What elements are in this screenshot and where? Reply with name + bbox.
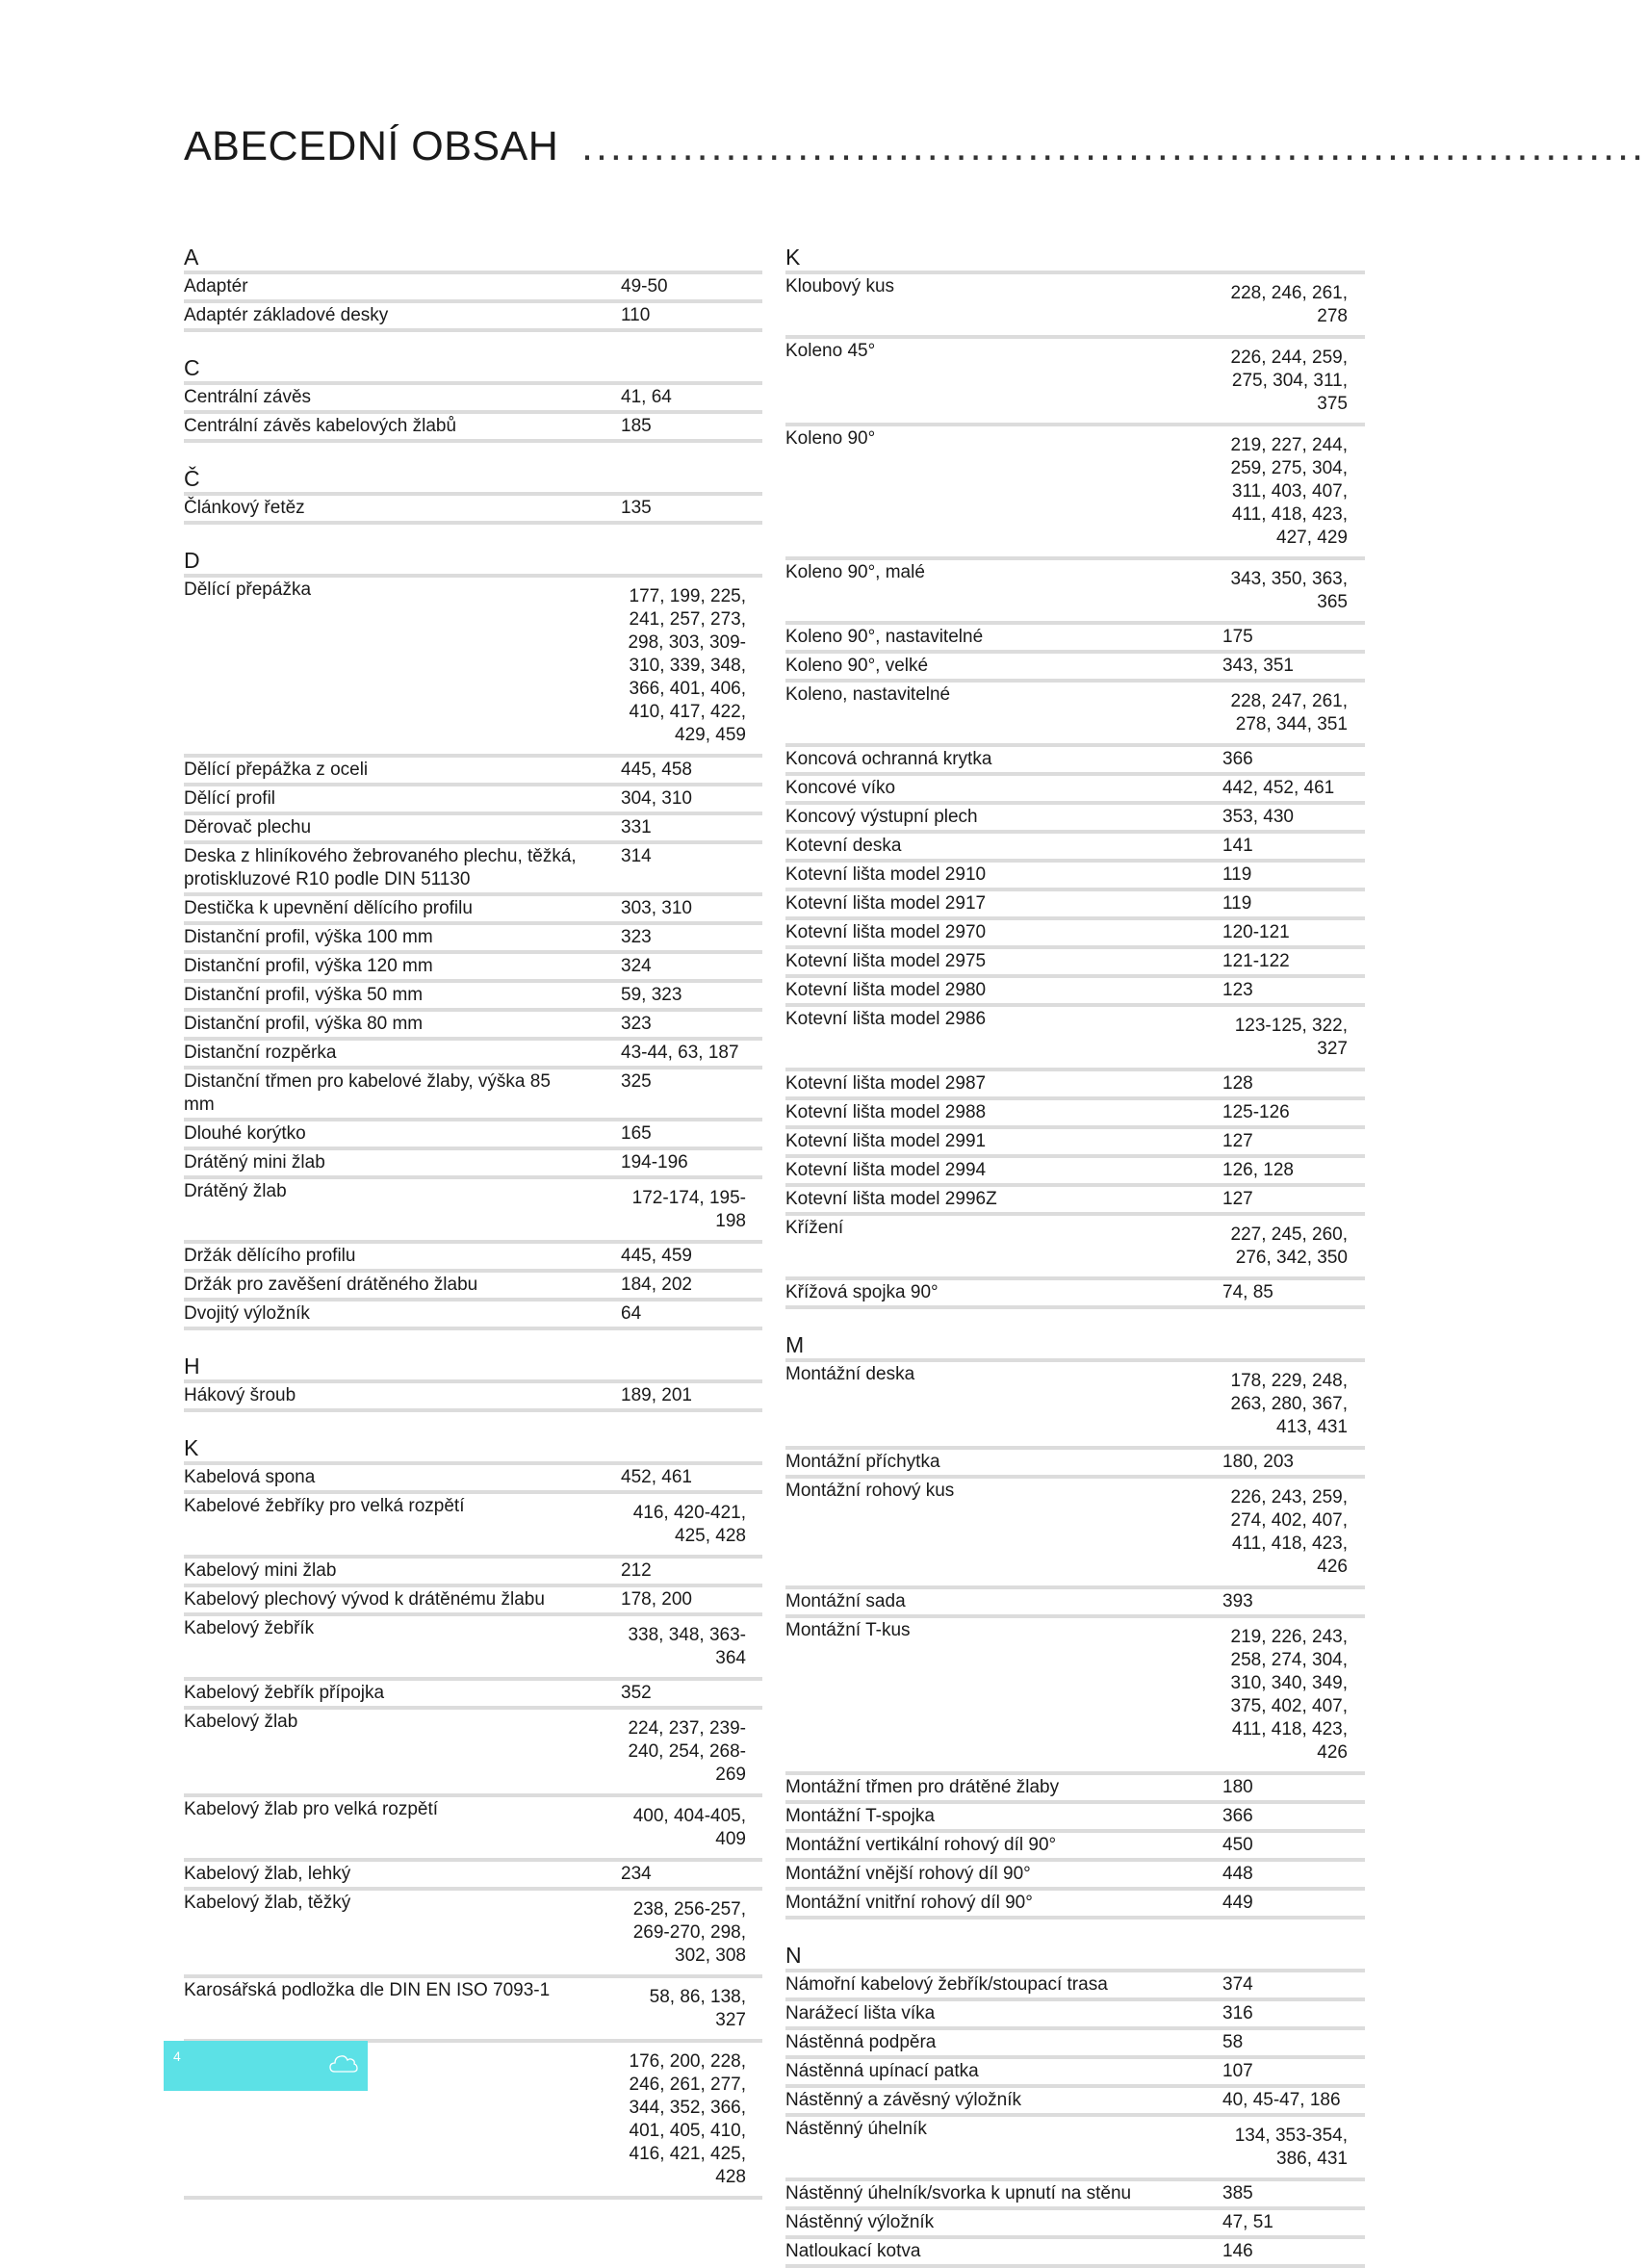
entry-term: Námořní kabelový žebřík/stoupací trasa [785, 1974, 1108, 1995]
index-entry [184, 1559, 762, 1587]
entry-term: Nástěnná upínací patka [785, 2061, 979, 2081]
index-entry [184, 1012, 762, 1041]
entry-pages: 189, 201 [621, 1385, 692, 1405]
index-entry [184, 1383, 762, 1412]
index-entry [184, 1587, 762, 1616]
entry-pages: 184, 202 [621, 1275, 692, 1295]
entry-pages: 41, 64 [621, 387, 672, 407]
index-entry [785, 1187, 1365, 1216]
index-entry [785, 1158, 1365, 1187]
index-entry [785, 1891, 1365, 1920]
entry-pages: 450 [1222, 1835, 1253, 1855]
entry-term: Kotevní lišta model 2975 [785, 951, 987, 971]
entry-term: Natloukací kotva [785, 2241, 921, 2261]
entry-term: Drátěný mini žlab [184, 1152, 325, 1173]
entry-pages: 40, 45-47, 186 [1222, 2090, 1341, 2110]
index-entry [184, 1681, 762, 1710]
index-entry [184, 1121, 762, 1150]
entry-pages: 343, 351 [1222, 656, 1294, 676]
entry-pages: 212 [621, 1560, 652, 1581]
entry-pages: 110 [621, 305, 651, 325]
index-entry [184, 1302, 762, 1330]
index-entry [785, 1479, 1365, 1589]
entry-pages: 185 [621, 416, 652, 436]
index-entry [785, 339, 1365, 426]
index-entry [785, 2088, 1365, 2117]
index-entry [785, 1007, 1365, 1071]
entry-term: Montážní T-kus [785, 1620, 911, 1640]
entry-term: Montážní příchytka [785, 1452, 940, 1472]
entry-pages: 134, 353-354, 386, 431 [1234, 2126, 1348, 2169]
entry-pages: 74, 85 [1222, 1282, 1273, 1302]
entry-term: Kotevní lišta model 2986 [785, 1009, 987, 1029]
entry-term: Kloubový kus [785, 276, 895, 296]
index-entry [785, 1280, 1365, 1309]
entry-term: Kotevní lišta model 2970 [785, 922, 987, 942]
entry-term: Drátěný žlab [184, 1181, 287, 1201]
index-column-left [184, 245, 762, 2200]
entry-pages: 303, 310 [621, 898, 692, 918]
index-entry [184, 925, 762, 954]
entry-pages: 324 [621, 956, 652, 976]
entry-term: Kabelový žebřík přípojka [184, 1683, 385, 1703]
entry-term: Distanční profil, výška 120 mm [184, 956, 433, 976]
entry-pages: 445, 458 [621, 760, 692, 780]
entry-term: Kabelová spona [184, 1467, 316, 1487]
entry-pages: 172-174, 195- 198 [631, 1188, 746, 1231]
entry-pages: 64 [621, 1303, 642, 1324]
entry-term: Nástěnný úhelník/svorka k upnutí na stěnu [785, 2183, 1132, 2204]
entry-pages: 343, 350, 363, 365 [1230, 569, 1348, 612]
index-section [184, 245, 762, 332]
entry-term: Montážní deska [785, 1364, 915, 1384]
index-entry [785, 1362, 1365, 1450]
index-entry [785, 1589, 1365, 1618]
entry-term: Křížení [785, 1218, 844, 1238]
index-entry [184, 1041, 762, 1070]
entry-pages: 325 [621, 1071, 652, 1092]
entry-term: Montážní vertikální rohový díl 90° [785, 1835, 1057, 1855]
section-letter: Č [184, 466, 762, 496]
entry-pages: 338, 348, 363- 364 [628, 1625, 746, 1668]
index-entry [184, 954, 762, 983]
entry-pages: 416, 420-421, 425, 428 [632, 1503, 746, 1546]
entry-pages: 219, 226, 243, 258, 274, 304, 310, 340, 349, 375, 402, 407, 411, 418, 423, 426 [1230, 1627, 1348, 1763]
index-entry [785, 1216, 1365, 1280]
entry-pages: 448 [1222, 1864, 1253, 1884]
entry-pages: 121-122 [1222, 951, 1290, 971]
page-number: 4 [173, 2049, 181, 2064]
title-dot-leader: .......................................................................... [581, 123, 1646, 169]
entry-pages: 175 [1222, 627, 1253, 647]
entry-term: Článkový řetěz [184, 498, 305, 518]
index-entry [184, 496, 762, 525]
index-column-right [785, 245, 1365, 2268]
entry-pages: 234 [621, 1864, 652, 1884]
entry-term: Nástěnná podpěra [785, 2032, 937, 2052]
entry-pages: 128 [1222, 1073, 1253, 1094]
entry-pages: 177, 199, 225, 241, 257, 273, 298, 303, 309- 310, 339, 348, 366, 401, 406, 410, 417, 422, 429, 459 [628, 586, 746, 745]
index-entry [785, 1129, 1365, 1158]
index-entry [184, 1978, 762, 2043]
entry-pages: 165 [621, 1123, 652, 1144]
index-entry [184, 983, 762, 1012]
index-entry [184, 1179, 762, 1244]
entry-pages: 180, 203 [1222, 1452, 1294, 1472]
entry-pages: 224, 237, 239- 240, 254, 268- 269 [628, 1718, 746, 1785]
index-entry [785, 1775, 1365, 1804]
entry-term: Distanční rozpěrka [184, 1043, 337, 1063]
entry-term: Koleno 90°, nastavitelné [785, 627, 984, 647]
index-section [184, 466, 762, 525]
index-entry [785, 978, 1365, 1007]
index-entry [184, 1862, 762, 1891]
index-section [184, 1353, 762, 1412]
index-entry [785, 274, 1365, 339]
entry-term: Centrální závěs [184, 387, 312, 407]
entry-term: Kabelový žebřík [184, 1618, 315, 1638]
entry-term: Montážní třmen pro drátěné žlaby [785, 1777, 1060, 1797]
entry-term: Karosářská podložka dle DIN EN ISO 7093-1 [184, 1980, 551, 2000]
index-entry [785, 805, 1365, 834]
entry-term: Nástěnný úhelník [785, 2119, 927, 2139]
index-entry [785, 834, 1365, 863]
entry-term: Narážecí lišta víka [785, 2003, 936, 2023]
index-entry [785, 2001, 1365, 2030]
entry-pages: 58 [1222, 2032, 1244, 2052]
section-letter: M [785, 1332, 1365, 1362]
entry-term: Montážní sada [785, 1591, 906, 1611]
index-entry [785, 2030, 1365, 2059]
index-entry [785, 920, 1365, 949]
index-entry [785, 2181, 1365, 2210]
index-entry [184, 1070, 762, 1121]
entry-term: Kabelový žlab, těžký [184, 1893, 351, 1913]
entry-pages: 59, 323 [621, 985, 682, 1005]
index-entry [785, 1618, 1365, 1775]
index-section [785, 245, 1365, 1309]
entry-term: Adaptér základové desky [184, 305, 389, 325]
entry-term: Koncové víko [785, 778, 896, 798]
index-entry [785, 2059, 1365, 2088]
index-entry [785, 1071, 1365, 1100]
entry-pages: 219, 227, 244, 259, 275, 304, 311, 403, 407, 411, 418, 423, 427, 429 [1230, 435, 1348, 548]
index-entry [184, 1797, 762, 1862]
entry-term: Nástěnný a závěsný výložník [785, 2090, 1022, 2110]
entry-term: Dělící přepážka z oceli [184, 760, 369, 780]
section-letter: K [184, 1435, 762, 1465]
index-entry [785, 1804, 1365, 1833]
entry-term: Kotevní lišta model 2994 [785, 1160, 987, 1180]
index-entry [184, 1244, 762, 1273]
entry-pages: 180 [1222, 1777, 1253, 1797]
entry-term: Adaptér [184, 276, 248, 296]
entry-term: Distanční profil, výška 50 mm [184, 985, 424, 1005]
index-entry [785, 776, 1365, 805]
entry-term: Děrovač plechu [184, 817, 312, 838]
entry-pages: 400, 404-405, 409 [632, 1806, 746, 1849]
entry-pages: 141 [1222, 836, 1253, 856]
entry-term: Distanční profil, výška 80 mm [184, 1014, 424, 1034]
index-entry [785, 426, 1365, 560]
entry-pages: 119 [1222, 893, 1252, 914]
entry-pages: 238, 256-257, 269-270, 298, 302, 308 [632, 1899, 746, 1966]
entry-pages: 123 [1222, 980, 1253, 1000]
entry-pages: 58, 86, 138, 327 [649, 1987, 746, 2030]
entry-term: Kabelový plechový vývod k drátěnému žlabu [184, 1589, 545, 1610]
entry-pages: 127 [1222, 1131, 1253, 1151]
index-section [184, 355, 762, 443]
entry-pages: 445, 459 [621, 1246, 692, 1266]
entry-pages: 120-121 [1222, 922, 1290, 942]
entry-pages: 449 [1222, 1893, 1253, 1913]
entry-term: Dlouhé korýtko [184, 1123, 306, 1144]
index-entry [184, 896, 762, 925]
index-entry [184, 1710, 762, 1797]
index-entry [184, 1494, 762, 1559]
section-letter: H [184, 1353, 762, 1383]
entry-term: Nástěnný výložník [785, 2212, 935, 2232]
footer-bar [164, 2041, 368, 2091]
index-entry [184, 1616, 762, 1681]
entry-term: Montážní T-spojka [785, 1806, 935, 1826]
entry-pages: 374 [1222, 1974, 1253, 1995]
entry-pages: 126, 128 [1222, 1160, 1294, 1180]
entry-term: Distanční třmen pro kabelové žlaby, výška 85 mm [184, 1071, 551, 1115]
index-entry [785, 1833, 1365, 1862]
entry-pages: 49-50 [621, 276, 668, 296]
entry-pages: 323 [621, 1014, 652, 1034]
cloud-icon [329, 2052, 358, 2075]
index-entry [184, 1465, 762, 1494]
index-entry [184, 1891, 762, 1978]
entry-pages: 178, 229, 248, 263, 280, 367, 413, 431 [1230, 1371, 1348, 1437]
entry-term: Kabelové žebříky pro velká rozpětí [184, 1496, 465, 1516]
index-entry [184, 786, 762, 815]
entry-pages: 127 [1222, 1189, 1253, 1209]
entry-term: Kabelový žlab, lehký [184, 1864, 351, 1884]
entry-pages: 135 [621, 498, 652, 518]
entry-pages: 442, 452, 461 [1222, 778, 1335, 798]
entry-term: Držák dělícího profilu [184, 1246, 356, 1266]
entry-term: Koncová ochranná krytka [785, 749, 992, 769]
index-entry [785, 1100, 1365, 1129]
index-entry [785, 949, 1365, 978]
section-letter: K [785, 245, 1365, 274]
index-entry [184, 385, 762, 414]
index-section [785, 1943, 1365, 2268]
entry-term: Koleno 90°, malé [785, 562, 925, 582]
entry-term: Montážní vnější rohový díl 90° [785, 1864, 1031, 1884]
entry-pages: 353, 430 [1222, 807, 1294, 827]
entry-term: Montážní rohový kus [785, 1481, 955, 1501]
index-entry [184, 844, 762, 896]
entry-term: Koleno, nastavitelné [785, 684, 951, 705]
entry-pages: 366 [1222, 1806, 1253, 1826]
entry-pages: 176, 200, 228, 246, 261, 277, 344, 352, 366, 401, 405, 410, 416, 421, 425, 428 [629, 2051, 746, 2187]
entry-pages: 194-196 [621, 1152, 688, 1173]
entry-term: Kotevní lišta model 2917 [785, 893, 987, 914]
index-entry [184, 414, 762, 443]
index-entry [785, 560, 1365, 625]
index-entry [785, 863, 1365, 891]
entry-term: Držák pro zavěšení drátěného žlabu [184, 1275, 478, 1295]
entry-term: Kotevní lišta model 2996Z [785, 1189, 997, 1209]
entry-pages: 452, 461 [621, 1467, 692, 1487]
index-entry [785, 2210, 1365, 2239]
entry-term: Kabelový žlab pro velká rozpětí [184, 1799, 439, 1819]
entry-pages: 226, 244, 259, 275, 304, 311, 375 [1230, 348, 1348, 414]
entry-term: Dělící profil [184, 788, 276, 809]
entry-pages: 146 [1222, 2241, 1253, 2261]
entry-pages: 226, 243, 259, 274, 402, 407, 411, 418, 423, 426 [1230, 1487, 1348, 1577]
index-section [184, 548, 762, 1330]
entry-term: Dvojitý výložník [184, 1303, 310, 1324]
entry-pages: 107 [1222, 2061, 1253, 2081]
index-entry [785, 2239, 1365, 2268]
entry-pages: 393 [1222, 1591, 1253, 1611]
section-letter: A [184, 245, 762, 274]
entry-pages: 352 [621, 1683, 652, 1703]
entry-term: Kotevní lišta model 2991 [785, 1131, 987, 1151]
entry-term: Dělící přepážka [184, 580, 312, 600]
entry-pages: 385 [1222, 2183, 1253, 2204]
entry-term: Koleno 90° [785, 428, 876, 449]
page-title: ABECEDNÍ OBSAH [184, 123, 559, 169]
entry-term: Montážní vnitřní rohový díl 90° [785, 1893, 1033, 1913]
entry-term: Destička k upevnění dělícího profilu [184, 898, 473, 918]
entry-term: Hákový šroub [184, 1385, 296, 1405]
entry-term: Kotevní lišta model 2980 [785, 980, 987, 1000]
entry-pages: 119 [1222, 864, 1252, 885]
entry-pages: 304, 310 [621, 788, 692, 809]
entry-term: Deska z hliníkového žebrovaného plechu, těžká, protiskluzové R10 podle DIN 51130 [184, 846, 577, 889]
entry-term: Kotevní deska [785, 836, 902, 856]
index-entry [184, 274, 762, 303]
entry-term: Kotevní lišta model 2910 [785, 864, 987, 885]
index-entry [785, 747, 1365, 776]
index-entry [184, 1273, 762, 1302]
entry-pages: 43-44, 63, 187 [621, 1043, 739, 1063]
entry-pages: 228, 247, 261, 278, 344, 351 [1230, 691, 1348, 735]
entry-pages: 314 [621, 846, 652, 866]
entry-pages: 178, 200 [621, 1589, 692, 1610]
index-entry [785, 683, 1365, 747]
index-entry [184, 578, 762, 758]
index-entry [785, 1862, 1365, 1891]
entry-term: Kabelový žlab [184, 1712, 298, 1732]
index-entry [184, 303, 762, 332]
entry-pages: 47, 51 [1222, 2212, 1273, 2232]
entry-term: Kotevní lišta model 2988 [785, 1102, 987, 1122]
entry-pages: 125-126 [1222, 1102, 1290, 1122]
entry-term: Koleno 90°, velké [785, 656, 929, 676]
entry-term: Kotevní lišta model 2987 [785, 1073, 987, 1094]
entry-term: Koleno 45° [785, 341, 876, 361]
entry-pages: 123-125, 322, 327 [1234, 1016, 1348, 1059]
index-entry [785, 2117, 1365, 2181]
entry-term: Distanční profil, výška 100 mm [184, 927, 433, 947]
entry-pages: 366 [1222, 749, 1253, 769]
index-entry [785, 891, 1365, 920]
section-letter: N [785, 1943, 1365, 1972]
section-letter: D [184, 548, 762, 578]
index-entry [785, 625, 1365, 654]
entry-term: Koncový výstupní plech [785, 807, 978, 827]
index-entry [184, 758, 762, 786]
index-entry [184, 1150, 762, 1179]
index-entry [785, 1972, 1365, 2001]
entry-pages: 228, 246, 261, 278 [1230, 283, 1348, 326]
index-entry [785, 1450, 1365, 1479]
section-letter: C [184, 355, 762, 385]
entry-term: Kabelový mini žlab [184, 1560, 337, 1581]
entry-term: Centrální závěs kabelových žlabů [184, 416, 457, 436]
index-entry [184, 815, 762, 844]
index-entry [785, 654, 1365, 683]
entry-pages: 316 [1222, 2003, 1253, 2023]
entry-pages: 227, 245, 260, 276, 342, 350 [1230, 1224, 1348, 1268]
entry-pages: 323 [621, 927, 652, 947]
index-section [785, 1332, 1365, 1920]
entry-term: Křížová spojka 90° [785, 1282, 939, 1302]
entry-pages: 331 [621, 817, 652, 838]
